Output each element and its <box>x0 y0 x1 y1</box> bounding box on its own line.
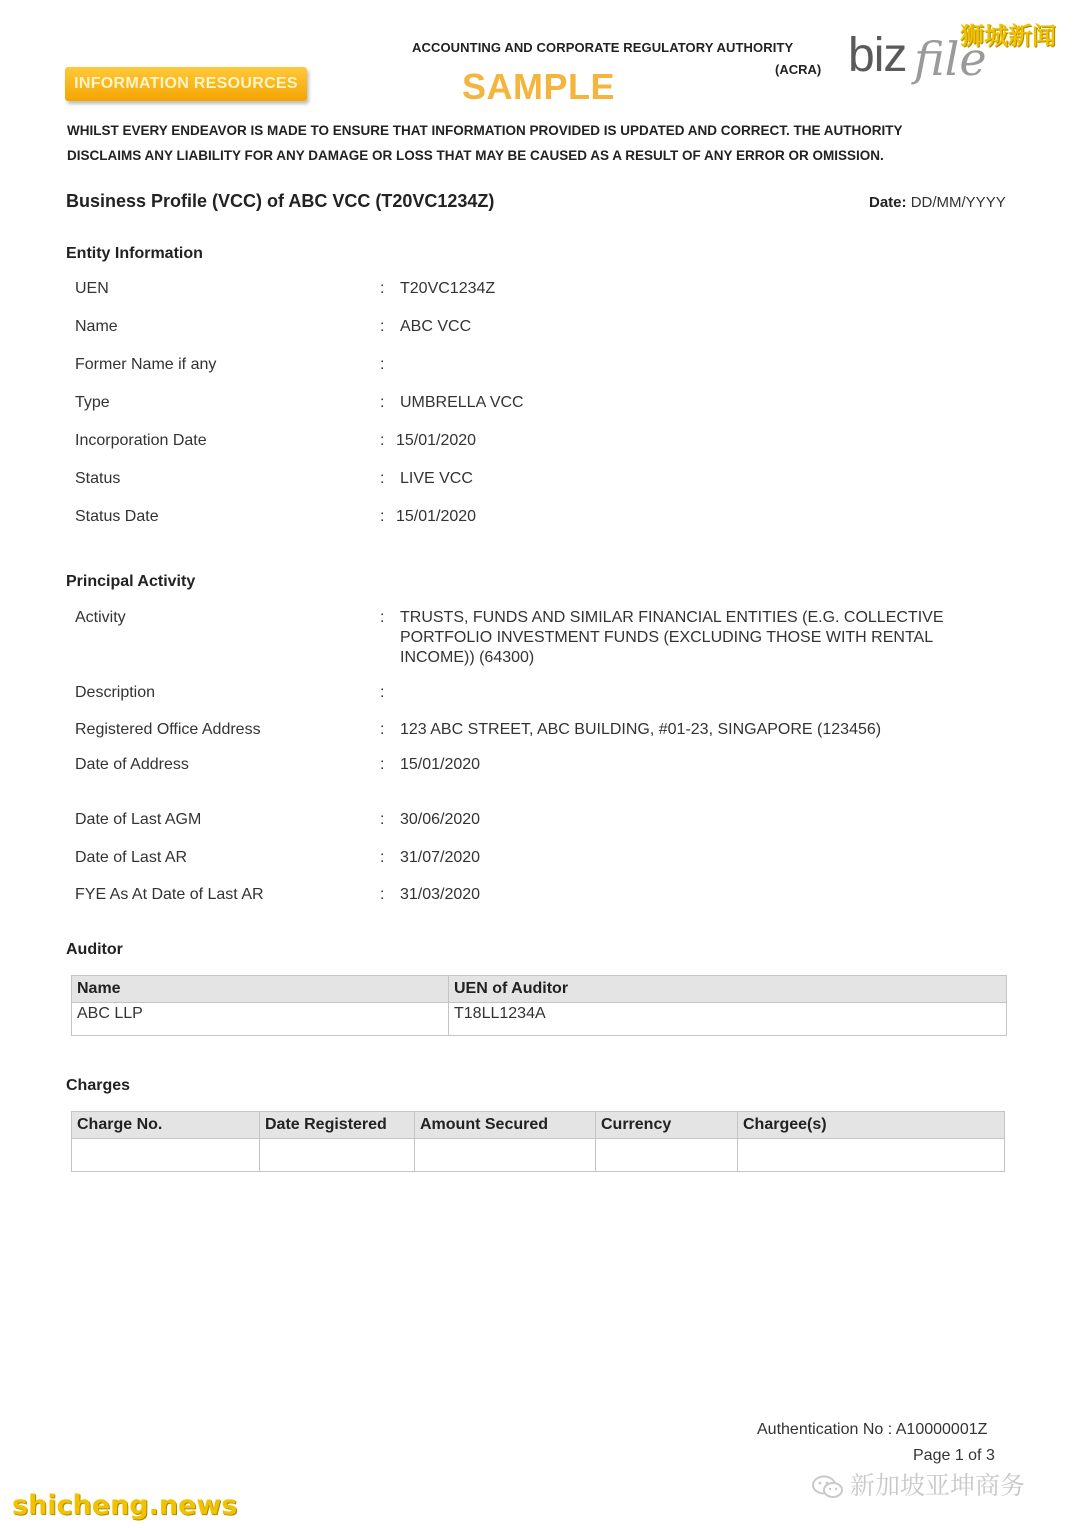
field-value-incorporation-date: 15/01/2020 <box>396 432 477 449</box>
charges-cell <box>738 1139 1005 1172</box>
bizfile-logo-file: file <box>914 32 987 86</box>
document-date <box>869 194 1006 211</box>
sample-stamp: SAMPLE <box>462 66 616 107</box>
authority-name: ACCOUNTING AND CORPORATE REGULATORY AUTHORITY <box>412 40 794 55</box>
bizfile-logo-biz: biz <box>848 29 907 82</box>
table-row <box>72 1003 1007 1036</box>
field-colon: : <box>380 470 385 487</box>
field-value-type: UMBRELLA VCC <box>400 394 524 411</box>
charges-col-amount-secured: Amount Secured <box>415 1112 596 1139</box>
charges-col-charge-no: Charge No. <box>72 1112 260 1139</box>
field-colon: : <box>380 394 385 411</box>
activity-line-1: TRUSTS, FUNDS AND SIMILAR FINANCIAL ENTITIES (E.G. COLLECTIVE <box>400 609 944 626</box>
watermark-bottom-right <box>812 1466 1025 1502</box>
disclaimer-line-2: DISCLAIMS ANY LIABILITY FOR ANY DAMAGE OR LOSS THAT MAY BE CAUSED AS A RESULT OF ANY ERROR OR OMISSION. <box>67 148 884 163</box>
charges-cell <box>72 1139 260 1172</box>
field-value-name: ABC VCC <box>400 318 472 335</box>
charges-cell <box>596 1139 738 1172</box>
section-entity-information: Entity Information <box>66 245 203 262</box>
auditor-table-header <box>72 976 1007 1003</box>
field-value-date-of-last-ar: 31/07/2020 <box>400 849 481 866</box>
field-label-date-of-last-agm: Date of Last AGM <box>75 811 202 828</box>
field-colon: : <box>380 849 385 866</box>
field-label-type: Type <box>75 394 110 411</box>
field-colon: : <box>380 508 385 525</box>
field-colon: : <box>380 432 385 449</box>
charges-table <box>71 1111 1005 1172</box>
auditor-table <box>71 975 1007 1036</box>
section-auditor: Auditor <box>66 941 123 958</box>
field-label-uen: UEN <box>75 280 109 297</box>
field-colon: : <box>380 609 385 626</box>
field-label-date-of-address: Date of Address <box>75 756 189 773</box>
field-colon: : <box>380 756 385 773</box>
charges-col-chargees: Chargee(s) <box>738 1112 1005 1139</box>
field-value-date-of-address: 15/01/2020 <box>400 756 481 773</box>
field-label-former-name: Former Name if any <box>75 356 217 373</box>
field-colon: : <box>380 684 385 701</box>
watermark-top: 狮城新闻 <box>960 22 1056 50</box>
field-colon: : <box>380 811 385 828</box>
page-title: Business Profile (VCC) of ABC VCC (T20VC1234Z) <box>66 191 495 211</box>
authentication-number: Authentication No : A10000001Z <box>757 1421 988 1438</box>
auditor-col-name: Name <box>72 976 449 1003</box>
field-label-activity: Activity <box>75 609 126 626</box>
field-label-date-of-last-ar: Date of Last AR <box>75 849 188 866</box>
auditor-name-cell: ABC LLP <box>72 1003 449 1036</box>
field-value-status: LIVE VCC <box>400 470 473 487</box>
date-value: DD/MM/YYYY <box>910 194 1006 211</box>
charges-table-header <box>72 1112 1005 1139</box>
table-row <box>72 1139 1005 1172</box>
field-value-activity <box>400 608 975 668</box>
auditor-col-uen: UEN of Auditor <box>449 976 1007 1003</box>
field-value-registered-office-address: 123 ABC STREET, ABC BUILDING, #01-23, SINGAPORE (123456) <box>400 721 882 738</box>
activity-line-2: PORTFOLIO INVESTMENT FUNDS (EXCLUDING THOSE WITH RENTAL <box>400 629 934 646</box>
watermark-bottom-right-text: 新加坡亚坤商务 <box>850 1471 1026 1500</box>
section-charges: Charges <box>66 1077 131 1094</box>
section-principal-activity: Principal Activity <box>66 573 196 590</box>
field-value-uen: T20VC1234Z <box>400 280 496 297</box>
field-label-description: Description <box>75 684 156 701</box>
field-label-incorporation-date: Incorporation Date <box>75 432 207 449</box>
field-colon: : <box>380 318 385 335</box>
watermark-bottom-left: shicheng.news <box>12 1490 238 1521</box>
activity-line-3: INCOME)) (64300) <box>400 649 535 666</box>
date-label: Date: <box>869 194 907 211</box>
field-colon: : <box>380 721 385 738</box>
wechat-icon <box>812 1475 844 1499</box>
information-resources-banner: INFORMATION RESOURCES <box>65 67 307 101</box>
field-value-fye-as-at-date-of-last-ar: 31/03/2020 <box>400 886 481 903</box>
charges-cell <box>415 1139 596 1172</box>
field-colon: : <box>380 886 385 903</box>
field-colon: : <box>380 356 385 373</box>
field-value-date-of-last-agm: 30/06/2020 <box>400 811 481 828</box>
charges-cell <box>260 1139 415 1172</box>
page-number: Page 1 of 3 <box>913 1447 995 1464</box>
field-label-fye-as-at-date-of-last-ar: FYE As At Date of Last AR <box>75 886 264 903</box>
field-label-name: Name <box>75 318 118 335</box>
field-value-status-date: 15/01/2020 <box>396 508 477 525</box>
field-label-registered-office-address: Registered Office Address <box>75 721 261 738</box>
field-label-status: Status <box>75 470 121 487</box>
disclaimer-line-1: WHILST EVERY ENDEAVOR IS MADE TO ENSURE THAT INFORMATION PROVIDED IS UPDATED AND CORRECT. THE AUTHORITY <box>67 123 903 138</box>
charges-col-date-registered: Date Registered <box>260 1112 415 1139</box>
field-label-status-date: Status Date <box>75 508 159 525</box>
authority-abbr: (ACRA) <box>775 62 822 77</box>
charges-col-currency: Currency <box>596 1112 738 1139</box>
disclaimer <box>67 118 1007 168</box>
auditor-uen-cell: T18LL1234A <box>449 1003 1007 1036</box>
field-colon: : <box>380 280 385 297</box>
